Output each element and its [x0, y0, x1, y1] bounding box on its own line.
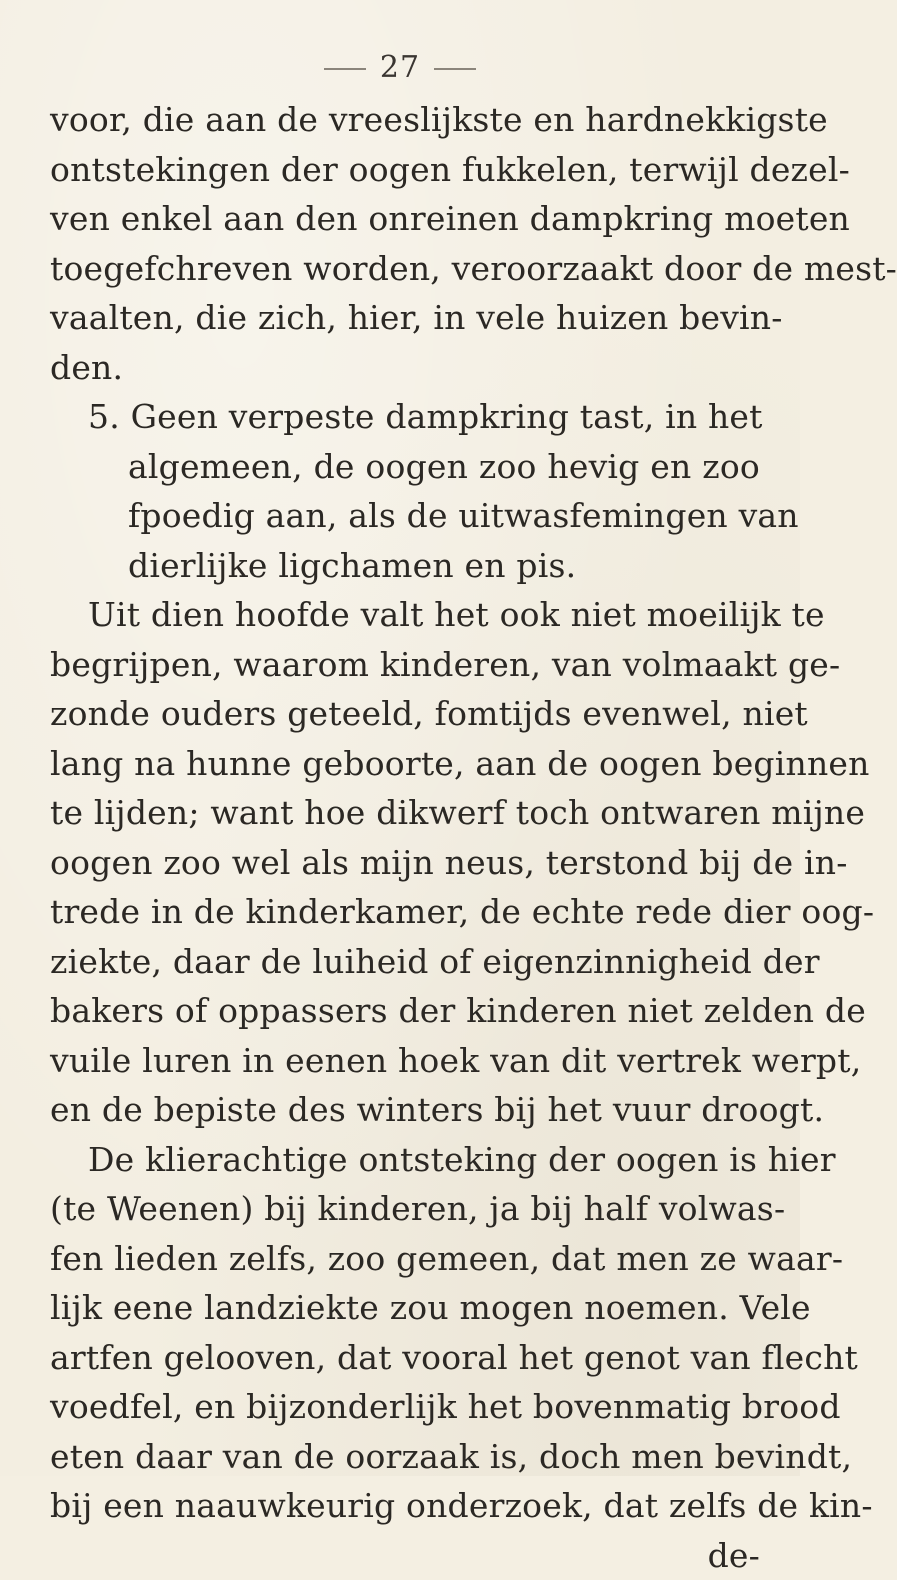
text-line: ziekte, daar de luiheid of eigenzinnigheid der [50, 937, 760, 987]
text-line: ven enkel aan den onreinen dampkring moeten [50, 194, 760, 244]
text-line: begrijpen, waarom kinderen, van volmaakt ge- [50, 640, 760, 690]
text-line: lang na hunne geboorte, aan de oogen beginnen [50, 739, 760, 789]
text-line: (te Weenen) bij kinderen, ja bij half volwas- [50, 1184, 760, 1234]
text-line: voedfel, en bijzonderlijk het bovenmatig brood [50, 1382, 760, 1432]
text-line: den. [50, 343, 760, 393]
text-line: bakers of oppassers der kinderen niet zelden de [50, 986, 760, 1036]
text-line: en de bepiste des winters bij het vuur droogt. [50, 1085, 760, 1135]
text-line: zonde ouders geteeld, fomtijds evenwel, niet [50, 689, 760, 739]
text-line: bij een naauwkeurig onderzoek, dat zelfs de kin- [50, 1481, 760, 1531]
text-line: fen lieden zelfs, zoo gemeen, dat men ze waar- [50, 1234, 760, 1284]
text-line: vuile luren in eenen hoek van dit vertrek werpt, [50, 1036, 760, 1086]
text-line: algemeen, de oogen zoo hevig en zoo [50, 442, 760, 492]
page-header [0, 50, 800, 85]
text-line: toegefchreven worden, veroorzaakt door de mest- [50, 244, 760, 294]
text-line: te lijden; want hoe dikwerf toch ontwaren mijne [50, 788, 760, 838]
page-number: 27 [380, 50, 420, 85]
body-text [50, 95, 760, 1580]
text-line: vaalten, die zich, hier, in vele huizen bevin- [50, 293, 760, 343]
text-line: trede in de kinderkamer, de echte rede dier oog- [50, 887, 760, 937]
text-line: Uit dien hoofde valt het ook niet moeilijk te [50, 590, 760, 640]
text-line: voor, die aan de vreeslijkste en hardnekkigste [50, 95, 760, 145]
text-line: eten daar van de oorzaak is, doch men bevindt, [50, 1432, 760, 1482]
text-line: 5. Geen verpeste dampkring tast, in het [50, 392, 760, 442]
text-line: De klierachtige ontsteking der oogen is hier [50, 1135, 760, 1185]
text-line: lijk eene landziekte zou mogen noemen. Vele [50, 1283, 760, 1333]
text-line: dierlijke ligchamen en pis. [50, 541, 760, 591]
text-line: oogen zoo wel als mijn neus, terstond bij de in- [50, 838, 760, 888]
text-line: fpoedig aan, als de uitwasfemingen van [50, 491, 760, 541]
header-rule-left [324, 68, 366, 70]
catchword: de- [50, 1531, 760, 1580]
text-line: artfen gelooven, dat vooral het genot van flecht [50, 1333, 760, 1383]
text-line: ontstekingen der oogen fukkelen, terwijl dezel- [50, 145, 760, 195]
header-rule-right [434, 68, 476, 70]
